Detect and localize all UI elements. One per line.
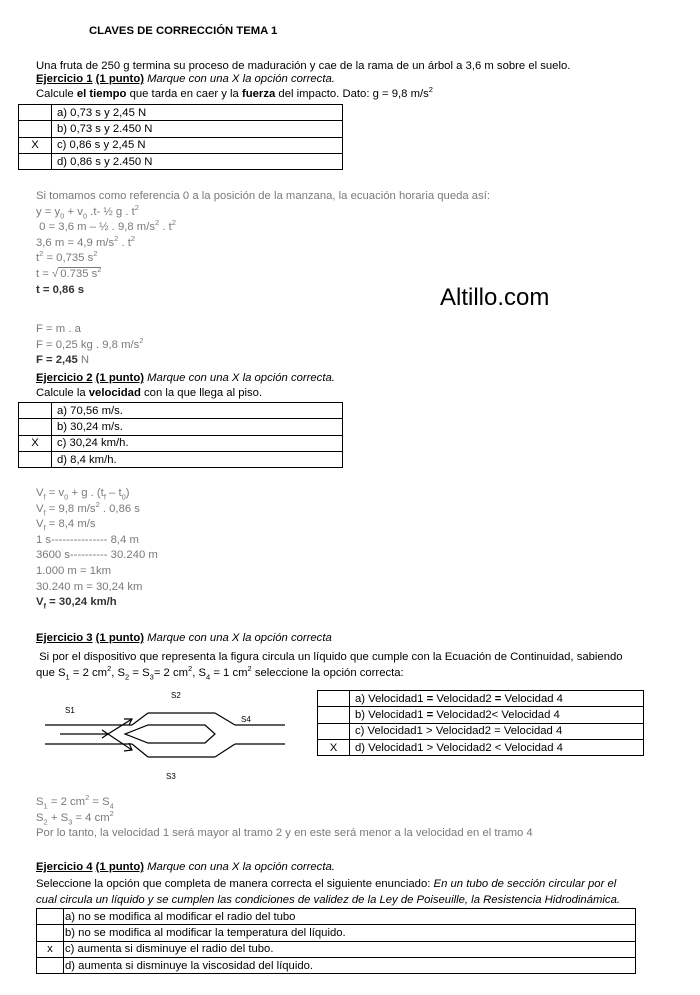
solution-line: $V_f = 8,4$ m/s [36, 518, 96, 533]
option-mark[interactable] [19, 403, 52, 419]
exercise-2-heading [36, 372, 335, 385]
exercise-points: (1 punto) [95, 632, 144, 644]
option-mark[interactable] [37, 909, 64, 925]
option-row[interactable] [318, 723, 644, 739]
exercise-points: (1 punto) [95, 372, 144, 384]
solution-line: 1.000 m = 1km [36, 564, 112, 577]
option-row[interactable] [19, 137, 343, 153]
solution-line: $S_1 = 2$ $cm^2 = S_4$ [36, 793, 114, 811]
option-row[interactable] [19, 451, 343, 467]
exercise-3-heading [36, 632, 332, 645]
option-row[interactable] [19, 435, 343, 451]
watermark: Altillo.com [440, 284, 550, 311]
option-text: b) no se modifica al modificar la temperatura del líquido. [64, 925, 636, 941]
option-mark[interactable] [37, 925, 64, 941]
solution-result: $V_f = 30,24$ km/h [36, 596, 117, 611]
solution-line: $S_2 + S_3 = 4$ $cm^2$ [36, 808, 114, 826]
solution-line: 0 = 3,6 m – ½ . 9,8 $m/s^2$ . $t^2$ [36, 218, 176, 234]
exercise-instruction: Marque con una X la opción correcta [147, 632, 332, 644]
solution-line: 3,6 m = 4,9 $m/s^2$ . $t^2$ [36, 234, 136, 249]
page-title: CLAVES DE CORRECCIÓN TEMA 1 [89, 25, 278, 37]
option-text: d) aumenta si disminuye la viscosidad del líquido. [64, 957, 636, 973]
option-row[interactable] [37, 925, 636, 941]
exercise-points: (1 punto) [95, 861, 144, 873]
exercise-4-question: Seleccione la opción que completa de manera correcta el siguiente enunciado: En un tubo de sección circular por el cual circula un líquido y se cumplen las condiciones de validez de la Ley de Poiseuille, la Resistencia Hidrodinámica. [36, 878, 620, 906]
option-text: c) aumenta si disminuye el radio del tubo. [64, 941, 636, 957]
question-text: del impacto. Dato: g = 9,8 m/s [278, 88, 429, 100]
option-mark[interactable]: X [19, 137, 52, 153]
solution-line: $V_f = v_0 + g$ . $(t_f - t_0)$ [36, 487, 130, 502]
option-row[interactable] [318, 739, 644, 755]
option-row[interactable] [19, 403, 343, 419]
option-mark[interactable] [37, 957, 64, 973]
option-mark[interactable] [19, 153, 52, 169]
exercise-label: Ejercicio 4 [36, 861, 93, 873]
solution-line: $y = y_0 + v_0$ .t- ½ g . $t^2$ [36, 202, 139, 220]
solution-line: F = 0,25 kg . 9,8 $m/s^2$ [36, 335, 144, 351]
solution-line: 3600 s---------- 30.240 m [36, 549, 158, 562]
solution-line: 30.240 m = 30,24 km [36, 580, 143, 593]
problem-statement: Una fruta de 250 g termina su proceso de maduración y cae de la rama de un árbol a 3,6 m sobre el suelo. [36, 60, 571, 72]
exercise-2-solution [36, 486, 158, 611]
question-text: que tarda en caer y la [129, 88, 239, 100]
pipe-diagram [40, 685, 290, 785]
option-row[interactable] [37, 957, 636, 973]
exercise-label: Ejercicio 1 [36, 73, 93, 85]
exercise-instruction: Marque con una X la opción correcta. [147, 861, 335, 873]
option-text: c) Velocidad1 > Velocidad2 = Velocidad 4 [350, 723, 644, 739]
option-text: a) 0,73 s y 2,45 N [52, 105, 343, 121]
solution-line: 1 s--------------- 8,4 m [36, 533, 139, 546]
solution-line: Por lo tanto, la velocidad 1 será mayor al tramo 2 y en este será menor a la velocidad en el tramo 4 [36, 827, 533, 840]
exercise-3-options [317, 690, 644, 756]
exercise-2-question: Calcule la velocidad con la que llega al piso. [36, 387, 263, 399]
exercise-1-question [36, 85, 433, 101]
superscript: 2 [428, 85, 433, 95]
option-mark[interactable] [19, 105, 52, 121]
solution-line: F = m . a [36, 323, 81, 335]
option-text: b) Velocidad1 = Velocidad2< Velocidad 4 [350, 707, 644, 723]
option-text: a) Velocidad1 = Velocidad2 = Velocidad 4 [350, 691, 644, 707]
option-text: d) 8,4 km/h. [52, 451, 343, 467]
option-mark[interactable] [318, 707, 350, 723]
solution-result: F = 2,45 N [36, 354, 90, 367]
option-text: c) 0,86 s y 2,45 N [52, 137, 343, 153]
option-mark[interactable]: X [318, 739, 350, 755]
option-text: b) 30,24 m/s. [52, 419, 343, 435]
option-row[interactable] [318, 707, 644, 723]
label-s2: S2 [171, 691, 181, 700]
option-mark[interactable] [19, 419, 52, 435]
exercise-label: Ejercicio 3 [36, 632, 93, 644]
exercise-1-options [18, 104, 343, 170]
option-text: a) no se modifica al modificar el radio del tubo [64, 909, 636, 925]
option-text: d) 0,86 s y 2.450 N [52, 153, 343, 169]
option-mark[interactable] [318, 723, 350, 739]
question-emphasis: el tiempo [76, 88, 127, 100]
option-mark[interactable] [19, 451, 52, 467]
option-row[interactable] [318, 691, 644, 707]
label-s4: S4 [241, 715, 251, 724]
exercise-label: Ejercicio 2 [36, 372, 93, 384]
option-mark[interactable]: x [37, 941, 64, 957]
option-row[interactable] [19, 419, 343, 435]
option-row[interactable] [37, 941, 636, 957]
option-text: a) 70,56 m/s. [52, 403, 343, 419]
solution-line: Si tomamos como referencia 0 a la posición de la manzana, la ecuación horaria queda así: [36, 190, 491, 202]
exercise-instruction: Marque con una X la opción correcta. [147, 372, 335, 384]
exercise-4-options [36, 908, 636, 974]
square-root: 0.735 $s^2$ [60, 265, 102, 280]
exercise-4-heading [36, 861, 335, 874]
solution-line: $V_f = 9,8$ $m/s^2$ . 0,86 s [36, 499, 140, 517]
option-row[interactable] [37, 909, 636, 925]
solution-line: t = √ 0.735 $s^2$ [36, 265, 102, 280]
question-text: Calcule [36, 88, 74, 100]
solution-line: $t^2 = 0,735$ $s^2$ [36, 249, 98, 265]
label-s3: S3 [166, 772, 176, 781]
option-row[interactable] [19, 121, 343, 137]
option-text: c) 30,24 km/h. [52, 435, 343, 451]
exercise-1-force-solution [36, 322, 143, 369]
option-row[interactable] [19, 105, 343, 121]
solution-result: t = 0,86 s [36, 283, 85, 296]
label-s1: S1 [65, 706, 75, 715]
exercise-points: (1 punto) [95, 73, 144, 85]
exercise-1-heading [36, 73, 335, 86]
option-mark[interactable] [19, 121, 52, 137]
option-text: b) 0,73 s y 2.450 N [52, 121, 343, 137]
question-emphasis: fuerza [241, 88, 276, 100]
exercise-1-solution [36, 189, 490, 298]
option-mark[interactable] [318, 691, 350, 707]
exercise-instruction: Marque con una X la opción correcta. [147, 73, 335, 85]
exercise-3-question: Si por el dispositivo que representa la figura circula un líquido que cumple con la Ecuación de Continuidad, sabiendo que $S_1 = 2$ $cm^2$, $S_2 = S_3= 2$ $cm^2$, $S_4 = 1$ $cm^2$ seleccione la opción correcta: [36, 651, 623, 682]
exercise-2-options [18, 402, 343, 468]
option-row[interactable] [19, 153, 343, 169]
option-mark[interactable]: X [19, 435, 52, 451]
option-text: d) Velocidad1 > Velocidad2 < Velocidad 4 [350, 739, 644, 755]
exercise-3-solution [36, 795, 533, 842]
